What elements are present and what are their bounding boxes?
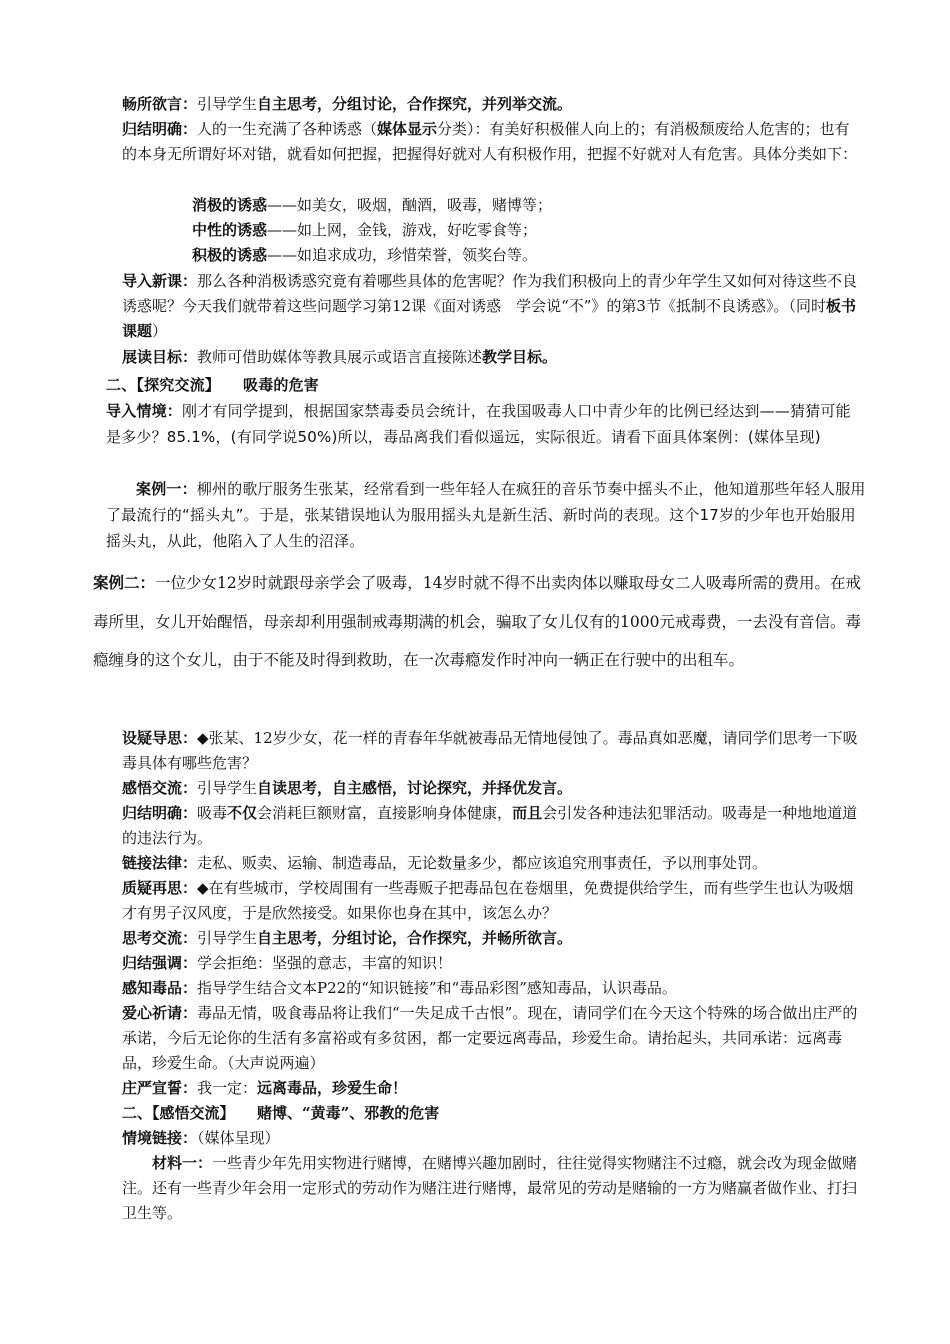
section-heading-drugs: 二、【探究交流】 吸毒的危害 xyxy=(106,376,320,394)
paragraph-perceive: 感知毒品：指导学生结合文本P22的“知识链接”和“毒品彩图”感知毒品，认识毒品。 xyxy=(122,979,677,997)
paragraph-pledge-request: 爱心祈请：毒品无情，吸食毒品将让我们“一失足成千古恨”。现在，请同学们在今天这个特殊的场合做出庄严的承诺，今后无论你的生活有多富裕或有多贫困，都一定要远离毒品，珍爱生命。请抬起头，共同承诺：远离毒品，珍爱生命。（大声说两遍） xyxy=(122,1004,858,1072)
paragraph-question: 设疑导思：◆张某、12岁少女，花一样的青春年华就被毒品无情地侵蚀了。毒品真如恶魔，请同学们思考一下吸毒具体有哪些危害？ xyxy=(122,729,858,772)
paragraph-material-one: 材料一：一些青少年先用实物进行赌博，在赌博兴趣加剧时，往往觉得实物赌注不过瘾，就会改为现金做赌注。还有一些青少年会用一定形式的劳动作为赌注进行赌博，最常见的劳动是赌输的一方为赌赢者做作业、打扫卫生等。 xyxy=(122,1154,858,1222)
category-positive: 积极的诱惑——如追求成功，珍惜荣誉，领奖台等。 xyxy=(192,246,538,264)
paragraph-objectives: 展读目标：教师可借助媒体等教具展示或语言直接陈述教学目标。 xyxy=(122,348,558,366)
paragraph-law: 链接法律：走私、贩卖、运输、制造毒品，无论数量多少，都应该追究刑事责任，予以刑事处罚。 xyxy=(122,854,768,872)
paragraph-case-one: 案例一：柳州的歌厅服务生张某，经常看到一些年轻人在疯狂的音乐节奏中摇头不止，他知道那些年轻人服用了最流行的“摇头丸”。于是，张某错误地认为服用摇头丸是新生活、新时尚的表现。这个17岁的少年也开始服用摇头丸，从此，他陷入了人生的沼泽。 xyxy=(106,480,866,550)
paragraph-case-two: 案例二：一位少女12岁时就跟母亲学会了吸毒，14岁时就不得不出卖肉体以赚取母女二人吸毒所需的费用。在戒毒所里，女儿开始醒悟，母亲却利用强制戒毒期满的机会，骗取了女儿仅有的1000元戒毒费，一去没有音信。毒瘾缠身的这个女儿，由于不能及时得到救助，在一次毒瘾发作时冲向一辆正在行驶中的出租车。 xyxy=(93,573,861,669)
paragraph-exchange: 感悟交流：引导学生自读思考，自主感悟，讨论探究，并择优发言。 xyxy=(122,779,573,797)
paragraph-oath: 庄严宣誓：我一定：远离毒品，珍爱生命！ xyxy=(122,1079,408,1097)
category-neutral: 中性的诱惑——如上网，金钱，游戏，好吃零食等； xyxy=(192,221,538,239)
paragraph-drug-harm: 归结明确：吸毒不仅会消耗巨额财富，直接影响身体健康，而且会引发各种违法犯罪活动。吸毒是一种地地道道的违法行为。 xyxy=(122,804,858,847)
paragraph-think-exchange: 思考交流：引导学生自主思考，分组讨论，合作探究，并畅所欲言。 xyxy=(122,929,573,947)
paragraph-conclusion: 归结明确：人的一生充满了各种诱惑（媒体显示分类）：有美好积极催人向上的；有消极颓废给人危害的；也有的本身无所谓好坏对错，就看如何把握，把握得好就对人有积极作用，把握不好就对人有危害。具体分类如下： xyxy=(122,120,858,163)
paragraph-scenario: 导入情境：刚才有同学提到，根据国家禁毒委员会统计，在我国吸毒人口中青少年的比例已经达到——猜猜可能是多少？85.1%，(有同学说50%)所以，毒品离我们看似遥远，实际很近。请看下面具体案例：(媒体呈现) xyxy=(106,402,851,446)
section-heading-gambling: 二、【感悟交流】 赌博、“黄毒”、邪教的危害 xyxy=(122,1104,440,1122)
category-negative: 消极的诱惑——如美女，吸烟，酗酒，吸毒，赌博等； xyxy=(192,196,553,214)
paragraph-emphasis: 归结强调：学会拒绝：坚强的意志，丰富的知识！ xyxy=(122,954,453,972)
paragraph-context: 情境链接：（媒体呈现） xyxy=(122,1129,280,1147)
paragraph-express: 畅所欲言：引导学生自主思考，分组讨论，合作探究，并列举交流。 xyxy=(122,95,573,113)
paragraph-new-lesson: 导入新课：那么各种消极诱惑究竟有着哪些具体的危害呢？作为我们积极向上的青少年学生又如何对待这些不良诱惑呢？今天我们就带着这些问题学习第12课《面对诱惑 学会说“不”》的第3节《抵制不良诱惑》。（同时板书课题） xyxy=(122,272,858,340)
paragraph-rethink: 质疑再思：◆在有些城市，学校周围有一些毒贩子把毒品包在卷烟里，免费提供给学生，而有些学生也认为吸烟才有男子汉风度，于是欣然接受。如果你也身在其中，该怎么办？ xyxy=(122,879,854,922)
